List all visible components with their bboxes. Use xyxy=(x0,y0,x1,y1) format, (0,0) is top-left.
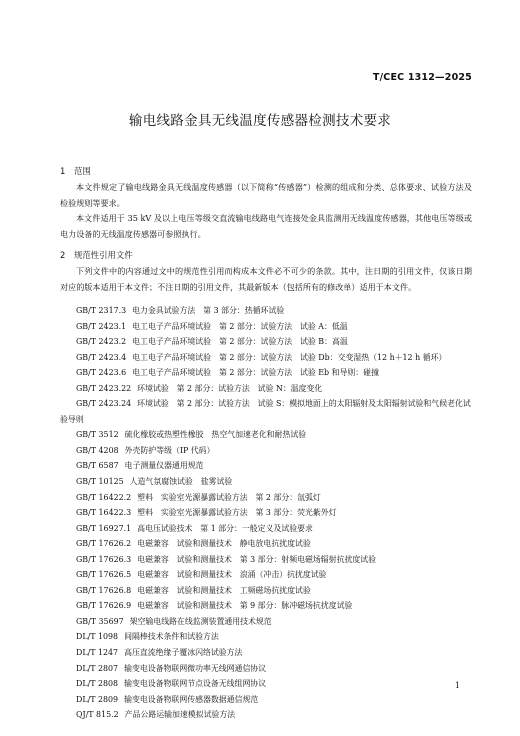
section-heading-normative-references xyxy=(60,249,133,261)
reference-title: 电磁兼容 试验和测量技术 工频磁场抗扰度试验 xyxy=(137,585,311,595)
scope-paragraph-2: 本文件适用于 35 kV 及以上电压等级交直流输电线路电气连接处金具监测用无线温度传感器，其他电压等级或电力设备的无线温度传感器可参照执行。 xyxy=(60,213,472,239)
reference-item xyxy=(60,629,472,645)
reference-item xyxy=(60,661,472,677)
reference-code: GB/T 2423.24 xyxy=(76,399,132,409)
reference-item xyxy=(60,474,472,490)
reference-title: 电子测量仪器通用规范 xyxy=(124,461,204,471)
reference-code: GB/T 17626.5 xyxy=(76,570,132,580)
reference-code: DL/T 2809 xyxy=(76,694,119,704)
document-title: 输电线路金具无线温度传感器检测技术要求 xyxy=(128,113,392,129)
reference-title: 电工电子产品环境试验 第 2 部分：试验方法 试验 Eb 和导则：碰撞 xyxy=(132,368,379,378)
reference-code: GB/T 10125 xyxy=(76,477,124,487)
scope-paragraph-1: 本文件规定了输电线路金具无线温度传感器（以下简称“传感器”）检测的组成和分类、总体要求、试验方法及检验规则等要求。 xyxy=(60,182,472,208)
reference-item xyxy=(60,645,472,661)
reference-title: 电工电子产品环境试验 第 2 部分：试验方法 试验 B：高温 xyxy=(132,337,348,347)
reference-item xyxy=(60,567,472,583)
reference-code: GB/T 2423.22 xyxy=(76,383,132,393)
reference-code: GB/T 2423.4 xyxy=(76,352,127,362)
reference-title: 塑料 实验室光源暴露试验方法 第 2 部分：氙弧灯 xyxy=(137,492,321,502)
reference-item xyxy=(60,692,472,708)
reference-code: DL/T 2807 xyxy=(76,663,119,673)
reference-code: QJ/T 815.2 xyxy=(76,710,119,720)
reference-item xyxy=(60,427,472,443)
reference-item xyxy=(60,303,472,319)
reference-code: GB/T 16422.3 xyxy=(76,508,132,518)
reference-title: 电磁兼容 试验和测量技术 静电放电抗扰度试验 xyxy=(137,539,311,549)
reference-item xyxy=(60,365,472,381)
reference-code: GB/T 2423.1 xyxy=(76,321,127,331)
section-title: 规范性引用文件 xyxy=(74,250,133,260)
section-number: 2 xyxy=(60,250,66,260)
reference-title: 高压直流绝缘子覆冰闪络试验方法 xyxy=(124,648,243,658)
reference-title: 电磁兼容 试验和测量技术 浪涌（冲击）抗扰度试验 xyxy=(137,570,327,580)
references-intro: 下列文件中的内容通过文中的规范性引用而构成本文件必不可少的条款。其中，注日期的引用文件，仅该日期对应的版本适用于本文件；不注日期的引用文件，其最新版本（包括所有的修改单）适用于本文件。 xyxy=(60,266,472,292)
reference-item xyxy=(60,614,472,630)
reference-code: GB/T 2317.3 xyxy=(76,306,127,315)
reference-item xyxy=(60,350,472,366)
reference-item xyxy=(60,536,472,552)
reference-code: GB/T 17626.3 xyxy=(76,554,132,564)
reference-code: GB/T 17626.8 xyxy=(76,585,132,595)
reference-code: GB/T 4208 xyxy=(76,445,119,455)
reference-title: 人造气氛腐蚀试验 盐雾试验 xyxy=(129,477,233,487)
reference-title: 塑料 实验室光源暴露试验方法 第 3 部分：荧光紫外灯 xyxy=(137,508,337,518)
reference-item xyxy=(60,552,472,568)
reference-title: 架空输电线路在线监测装置通用技术规范 xyxy=(129,616,272,626)
reference-code: GB/T 16422.2 xyxy=(76,492,132,502)
reference-item xyxy=(60,443,472,459)
reference-item xyxy=(60,490,472,506)
reference-title: 产品公路运输加速模拟试验方法 xyxy=(124,710,236,720)
reference-title: 电工电子产品环境试验 第 2 部分：试验方法 试验 Db：交变湿热（12 h＋12 h 循环） xyxy=(132,352,447,362)
reference-code: GB/T 17626.9 xyxy=(76,601,132,611)
reference-code: DL/T 2808 xyxy=(76,679,119,689)
section-heading-scope xyxy=(60,165,91,177)
reference-list xyxy=(60,303,472,723)
reference-code: GB/T 17626.2 xyxy=(76,539,132,549)
reference-code: DL/T 1098 xyxy=(76,632,119,642)
reference-code: GB/T 2423.2 xyxy=(76,337,127,347)
reference-item xyxy=(60,676,472,692)
section-title: 范围 xyxy=(74,166,91,176)
section-number: 1 xyxy=(60,166,66,176)
reference-title: 高电压试验技术 第 1 部分：一般定义及试验要求 xyxy=(137,523,313,533)
reference-title: 电工电子产品环境试验 第 2 部分：试验方法 试验 A：低温 xyxy=(132,321,348,331)
reference-title: 环境试验 第 2 部分：试验方法 试验 S：模拟地面上的太阳辐射及太阳辐射试验和气候老化试验导则 xyxy=(60,399,471,424)
reference-title: 输变电设备物联网微功率无线网通信协议 xyxy=(124,663,267,673)
reference-item xyxy=(60,334,472,350)
reference-title: 电磁兼容 试验和测量技术 第 3 部分：射频电磁场辐射抗扰度试验 xyxy=(137,554,377,564)
reference-item xyxy=(60,381,472,397)
reference-title: 环境试验 第 2 部分：试验方法 试验 N：温度变化 xyxy=(137,383,323,393)
reference-item xyxy=(60,319,472,335)
reference-item xyxy=(60,583,472,599)
reference-title: 间隔棒技术条件和试验方法 xyxy=(124,632,219,642)
reference-code: GB/T 6587 xyxy=(76,461,119,471)
page-number: 1 xyxy=(454,681,460,690)
standard-code: T/CEC 1312—2025 xyxy=(372,72,472,83)
reference-title: 输变电设备物联网节点设备无线组网协议 xyxy=(124,679,267,689)
reference-item xyxy=(60,707,472,723)
reference-title: 硫化橡胶或热塑性橡胶 热空气加速老化和耐热试验 xyxy=(124,430,307,440)
reference-code: DL/T 1247 xyxy=(76,648,119,658)
reference-item xyxy=(60,505,472,521)
reference-code: GB/T 35697 xyxy=(76,616,124,626)
reference-item xyxy=(60,396,472,427)
reference-code: GB/T 2423.6 xyxy=(76,368,127,378)
reference-title: 电力金具试验方法 第 3 部分：热循环试验 xyxy=(132,306,285,315)
reference-item xyxy=(60,458,472,474)
reference-title: 输变电设备物联网传感器数据通信规范 xyxy=(124,694,259,704)
reference-item xyxy=(60,598,472,614)
reference-code: GB/T 3512 xyxy=(76,430,119,440)
reference-title: 外壳防护等级（IP 代码） xyxy=(124,445,215,455)
reference-code: GB/T 16927.1 xyxy=(76,523,132,533)
reference-item xyxy=(60,521,472,537)
reference-title: 电磁兼容 试验和测量技术 第 9 部分：脉冲磁场抗扰度试验 xyxy=(137,601,353,611)
